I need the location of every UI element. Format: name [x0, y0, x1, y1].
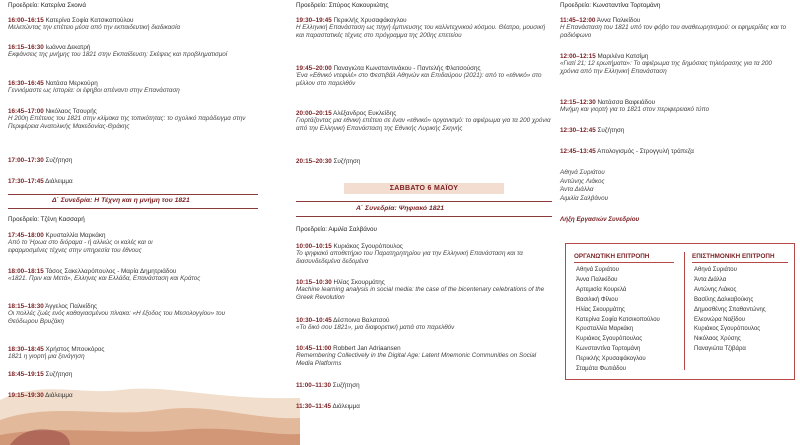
slot-speaker: Τάσος Σακελλαρόπουλος - Μαρία Δημητριάδου [45, 268, 177, 275]
slot-title: «Το δικό σου 1821», μια διαφορετική ματιά στο παρελθόν [296, 324, 455, 332]
program-slot [8, 80, 260, 95]
session-divider [296, 201, 552, 202]
slot-speaker: Άγγελος Παλικίδης [45, 303, 97, 310]
slot-time: 20:00–20:15 [296, 110, 332, 117]
committee-member: Παναγιώτα Τζιβάρα [694, 346, 746, 353]
slot-speaker: Διάλειμμα [45, 392, 73, 399]
program-slot [8, 44, 260, 59]
slot-speaker: Παναγιώτα Κωνσταντινάκου - Παντελής Φλατσούσης [333, 65, 481, 72]
committee-member: Κρυσταλλία Μαρκάκη [576, 326, 634, 333]
committee-member: Άντα Διάλλα [694, 276, 727, 283]
committee-member: Κωνσταντίνα Τορτομάνη [576, 346, 641, 353]
slot-time: 10:15–10:30 [296, 279, 332, 286]
slot-time: 18:30–18:45 [8, 346, 44, 353]
slot-time: 16:15–16:30 [8, 44, 44, 51]
slot-time: 12:30–12:45 [560, 127, 596, 134]
program-slot [8, 268, 260, 283]
program-slot [560, 99, 792, 114]
slot-speaker: Συζήτηση [45, 371, 73, 378]
program-slot [8, 392, 260, 399]
committee-member: Σταμάτα Φωτιάδου [576, 366, 627, 373]
session-divider [8, 194, 258, 195]
program-slot [296, 65, 552, 87]
committee-member: Κατερίνα Σοφία Κατσικοπούλου [576, 316, 660, 323]
slot-time: 12:45–13:45 [560, 148, 596, 155]
slot-speaker: Νατάσα Μερκούρη [45, 80, 98, 87]
program-slot [560, 53, 792, 75]
program-slot [560, 17, 792, 39]
slot-time: 16:30–16:45 [8, 80, 44, 87]
program-slot [296, 110, 552, 132]
program-slot [8, 178, 260, 185]
slot-time: 12:00–12:15 [560, 53, 596, 60]
session-divider [8, 208, 258, 209]
program-slot [8, 157, 260, 164]
slot-speaker: Απολογισμός - Στρογγυλή τράπεζα [597, 148, 694, 155]
slot-time: 20:15–20:30 [296, 158, 332, 165]
slot-time: 19:15–19:30 [8, 392, 44, 399]
slot-title: Μελετώντας την επέτειο μέσα από την εκπαιδευτική διαδικασία [8, 24, 181, 32]
committee-member: Ελεονώρα Ναξίδου [694, 316, 746, 323]
slot-title: Machine learning analysis in social media: the case of the bicentenary celebrations of the Greek Revolution [296, 286, 545, 301]
session-divider [296, 216, 552, 217]
slot-title: Από το Ήρωα στο διόραμα - ή αλλιώς οι καλές και οι εφαρμοσμένες τέχνες στην υπηρεσία του έθνους [8, 239, 153, 254]
slot-time: 10:45–11:00 [296, 345, 332, 352]
committee-member: Δημοσθένης Σπαθαντώνης [694, 306, 766, 313]
participant: Αιμιλία Σαλβάνου [560, 195, 609, 203]
program-slot [296, 158, 552, 165]
session-chair: Προεδρείο: Κωνσταντίνα Τορτομάνη [560, 2, 661, 9]
slot-time: 18:45–19:15 [8, 371, 44, 378]
slot-time: 12:15–12:30 [560, 99, 596, 106]
slot-speaker: Συζήτηση [333, 158, 361, 165]
heading-underline [692, 262, 788, 263]
program-slot [8, 108, 260, 130]
slot-time: 16:00–16:15 [8, 17, 44, 24]
program-slot [560, 148, 792, 155]
committee-member: Άννα Παλικίδου [576, 276, 618, 283]
committee-member: Περικλής Χρυσαφάκογλου [576, 356, 646, 363]
slot-time: 17:30–17:45 [8, 178, 44, 185]
committee-member: Βασιλική Φίλιου [576, 296, 618, 303]
slot-speaker: Κατερίνα Σοφία Κατσικοπούλου [45, 17, 134, 24]
session-chair: Προεδρείο: Αιμιλία Σαλβάνου [296, 226, 377, 233]
program-slot [8, 346, 260, 361]
organizing-committee-list [576, 266, 682, 375]
committee-member: Νικόλαος Χρύσης [694, 336, 741, 343]
program-slot [296, 345, 552, 367]
slot-speaker: Νατάσσα Βαφειάδου [597, 99, 656, 106]
slot-title: Εκφάνσεις της μνήμης του 1821 στην Εκπαίδευση: Σκέψεις και προβληματισμοί [8, 51, 228, 59]
slot-title: Οι πολλές ζωές ενός καθαγιασμένου πίνακα: «Η έξοδος του Μεσολογγίου» του Θεόδωρου Βρυζάκη [8, 310, 226, 325]
participant: Αθηνά Συριάτου [560, 169, 605, 176]
slot-time: 18:00–18:15 [8, 268, 44, 275]
committee-member: Κυριάκος Σγουρόπουλος [694, 326, 761, 333]
slot-time: 18:15–18:30 [8, 303, 44, 310]
slot-title: Γεννιόμαστε ως Ιστορία: οι έφηβοι απέναντι στην Επανάσταση [8, 87, 180, 95]
participant: Άντα Διάλλα [560, 186, 594, 194]
slot-speaker: Νικόλαος Τσουρής [45, 108, 97, 115]
closing-remarks: Λήξη Εργασιών Συνεδρίου [560, 216, 640, 223]
program-slot [8, 303, 260, 325]
slot-speaker: Διάλειμμα [332, 403, 360, 410]
slot-time: 17:00–17:30 [8, 157, 44, 164]
slot-title: Η Ελληνική Επανάσταση ως πηγή έμπνευσης του καλλιτεχνικού κόσμου. Θέατρο, μουσική και παραστατικές τέχνες στο πρόγραμμα της 200ης επετείου [296, 24, 546, 39]
program-slot [296, 403, 552, 410]
slot-time: 11:00–11:30 [296, 382, 332, 389]
scientific-committee-heading: ΕΠΙΣΤΗΜΟΝΙΚΗ ΕΠΙΤΡΟΠΗ [692, 253, 775, 260]
committees-box [565, 243, 795, 380]
slot-speaker: Κρυσταλλία Μαρκάκη [45, 232, 106, 239]
committee-member: Αθηνά Συριάτου [576, 267, 619, 273]
slot-speaker: Διάλειμμα [45, 178, 73, 185]
slot-title: 1821 η γιορτή μια ξενάγηση [8, 353, 85, 361]
committee-member: Βασίλης Δαλκαβούκης [694, 296, 754, 303]
slot-title: «1821. Πριν και Μετά», Ελληνες και Ελλάδα, Επανάσταση και Κράτος [8, 275, 201, 283]
slot-title: Το ψηφιακό αποθετήριο του Παρατηρητηρίου για την Ελληνική Επανάσταση και τα διασυνδεδεμένα δεδομένα [296, 250, 523, 265]
slot-speaker: Αλέξανδρος Ευκλείδης [333, 110, 397, 117]
session-heading: Α΄ Συνεδρία: Ψηφιακό 1821 [356, 205, 445, 212]
session-chair: Προεδρείο: Τζένη Κασσαρή [8, 216, 85, 223]
slot-speaker: Άννα Παλικίδου [596, 17, 641, 24]
scientific-committee-list [694, 266, 790, 355]
program-slot [296, 243, 552, 265]
slot-speaker: Μαριλένα Κατσίμη [597, 53, 649, 60]
slot-speaker: Συζήτηση [45, 157, 73, 164]
column-divider [684, 252, 685, 370]
slot-speaker: Χρήστος Μπουκόρος [45, 346, 105, 353]
program-slot [296, 279, 552, 301]
slot-time: 19:45–20:00 [296, 65, 332, 72]
slot-speaker: Ιωάννα Δεκατρή [45, 44, 91, 51]
session-heading: Δ΄ Συνεδρία: Η Τέχνη και η μνήμη του 1821 [52, 197, 190, 204]
slot-title: Η 200η Επέτειος του 1821 στην κλίμακα της τοπικότητας: το σχολικό παράδειγμα στην Περιφέρεια Ανατολικής Μακεδονίας-Θράκης [8, 115, 246, 130]
slot-speaker: Περικλής Χρυσαφάκογλου [333, 17, 407, 24]
program-slot [296, 17, 552, 39]
day-banner: ΣΑΒΒΑΤΟ 6 ΜΑΪΟΥ [344, 183, 504, 194]
slot-speaker: Ηλίας Σκουρμάτης [333, 279, 385, 286]
participant: Αντώνης Λιάκος [560, 177, 605, 185]
slot-time: 11:30–11:45 [296, 403, 332, 410]
program-slot [560, 127, 792, 134]
slot-title: Remembering Collectively in the Digital Age: Latent Mnemonic Communities on Social Media Platforms [296, 352, 537, 367]
heading-underline [574, 262, 674, 263]
committee-member: Αθηνά Συριάτου [694, 267, 737, 273]
organizing-committee-heading: ΟΡΓΑΝΩΤΙΚΗ ΕΠΙΤΡΟΠΗ [574, 253, 650, 260]
slot-title: Μνήμη και γιορτή για το 1821 στον περιφερειακό τύπο [560, 106, 710, 114]
committee-member: Αντώνης Λιάκος [694, 286, 737, 293]
slot-title: Ένα «Εθνικό ντεφιλέ» στο Φεστιβάλ Αθηνών και Επιδαύρου (2021): από το «εθνικό» στο μέλλον στο παρελθόν [296, 72, 542, 87]
session-chair: Προεδρείο: Κατερίνα Σκοινά [8, 2, 86, 9]
program-slot [296, 317, 552, 332]
slot-time: 11:45–12:00 [560, 17, 596, 24]
committee-member: Ηλίας Σκουρμάτης [576, 306, 625, 313]
slot-title: Γιορτάζοντας μια εθνική επέτειο σε έναν «εθνικό» οργανισμό: το αφιέρωμα για τα 200 χρόνια από την Ελληνική Επανάσταση της Εθνικής Λυρικής Σκηνής [296, 117, 551, 132]
slot-time: 10:00–10:15 [296, 243, 332, 250]
slot-time: 10:30–10:45 [296, 317, 332, 324]
program-slot [8, 232, 260, 254]
slot-time: 16:45–17:00 [8, 108, 44, 115]
slot-speaker: Συζήτηση [332, 382, 360, 389]
program-slot [296, 382, 552, 389]
slot-time: 19:30–19:45 [296, 17, 332, 24]
committee-member: Αρτεμισία Κουρελά [576, 286, 627, 293]
committee-member: Κυριάκος Σγουρόπουλος [576, 336, 643, 343]
slot-title: «Γιατί 21; 12 ερωτήματα»: Το αφιέρωμα της δημόσιας τηλεόρασης για τα 200 χρόνια από την Ελληνική Επανάσταση [560, 60, 772, 75]
slot-speaker: Δέσποινα Βαλατσού [333, 317, 390, 324]
slot-speaker: Συζήτηση [597, 127, 625, 134]
slot-speaker: Robbert Jan Adriaansen [333, 345, 401, 352]
slot-time: 17:45–18:00 [8, 232, 44, 239]
program-slot [8, 371, 260, 378]
session-chair: Προεδρείο: Σπύρος Κακουριώτης [296, 2, 389, 9]
slot-title: Η Επανάσταση του 1821 υπό τον φόβο του αναθεωρητισμού: οι εφημερίδες και το ραδιόφωνο [560, 24, 787, 39]
roundtable-participants [560, 169, 792, 204]
program-slot [8, 17, 260, 32]
slot-speaker: Κυριάκος Σγουρόπουλος [333, 243, 403, 250]
